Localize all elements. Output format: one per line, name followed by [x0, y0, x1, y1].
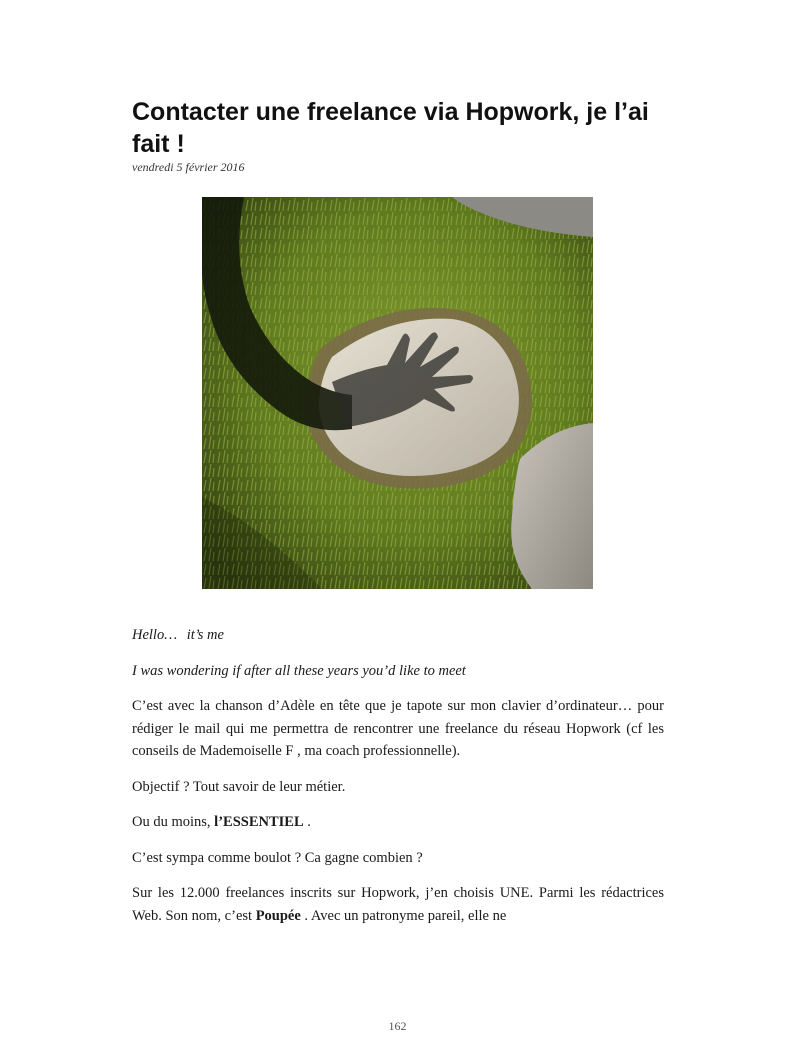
paragraph-intro: C’est avec la chanson d’Adèle en tête que je tapote sur mon clavier d’ordinateur… pour rédiger le mail qui me permettra de rencontrer une freelance du réseau Hopwork (cf les conseils de Mademoiselle F , ma coach professionnelle).: [132, 698, 664, 759]
essentiel-lead: Ou du moins,: [132, 814, 215, 830]
essentiel-bold: l’ESSENTIEL: [214, 814, 304, 830]
freelances-lead: Sur les 12.000 freelances inscrits sur Hopwork, j’en choisis UNE. Parmi les rédactrices Web. Son nom, c’est: [132, 885, 664, 924]
article-photo: [202, 197, 593, 589]
paragraph-freelances: [132, 882, 664, 927]
essentiel-tail: .: [303, 814, 311, 830]
article-title: Contacter une freelance via Hopwork, je l’ai fait !: [132, 98, 649, 158]
article-body: [132, 624, 664, 940]
page-number: 162: [388, 1019, 407, 1033]
paragraph-objective: Objectif ? Tout savoir de leur métier.: [132, 778, 346, 795]
lyric-its-me: it’s me: [186, 627, 224, 643]
freelance-name: Poupée: [255, 907, 301, 924]
lyric-hello: Hello…: [132, 627, 178, 643]
freelances-tail: . Avec un patronyme pareil, elle ne: [300, 907, 507, 924]
paragraph-essentiel: [132, 811, 664, 834]
lyric-line-1: [132, 624, 664, 647]
lyric-line-2: I was wondering if after all these years you’d like to meet: [132, 662, 466, 679]
article-date: vendredi 5 février 2016: [132, 160, 245, 174]
paragraph-questions: C’est sympa comme boulot ? Ca gagne combien ?: [132, 849, 423, 866]
